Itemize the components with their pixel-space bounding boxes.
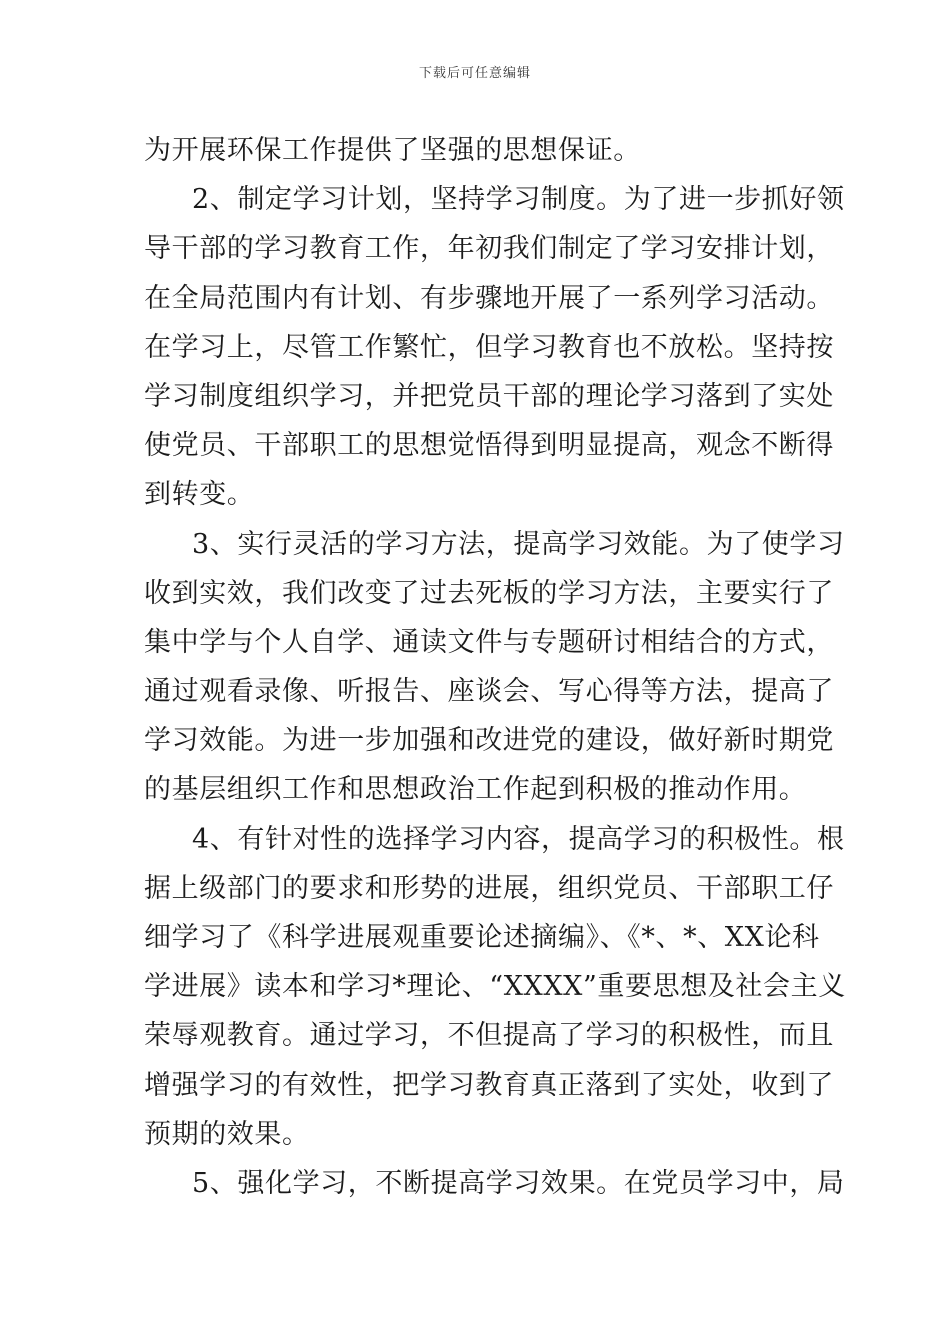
text-line: 学习制度组织学习，并把党员干部的理论学习落到了实处: [144, 380, 834, 412]
paragraph-4: [144, 1159, 845, 1208]
page-header: 下载后可任意编辑: [418, 66, 531, 81]
paragraph-0: [144, 126, 809, 175]
text-line: 增强学习的有效性，把学习教育真正落到了实处，收到了: [144, 1069, 834, 1101]
text-line: 的基层组织工作和思想政治工作起到积极的推动作用。: [144, 774, 807, 806]
text-line: 细学习了《科学进展观重要论述摘编》、《*、*、XX论科: [144, 922, 820, 953]
paragraph-3: [144, 815, 846, 1159]
text-line: 到转变。: [144, 479, 255, 511]
text-line: 4、有针对性的选择学习内容，提高学习的积极性。根: [192, 823, 845, 855]
text-line: 预期的效果。: [144, 1118, 310, 1150]
text-line: 在全局范围内有计划、有步骤地开展了一系列学习活动。: [144, 282, 834, 314]
document-body: [144, 126, 846, 1208]
paragraph-1: [144, 175, 845, 519]
text-line: 在学习上，尽管工作繁忙，但学习教育也不放松。坚持按: [144, 331, 834, 363]
text-line: 5、强化学习，不断提高学习效果。在党员学习中，局: [192, 1167, 845, 1199]
text-line: 为开展环保工作提供了坚强的思想保证。: [144, 135, 641, 166]
text-line: 3、实行灵活的学习方法，提高学习效能。为了使学习: [192, 528, 845, 560]
text-line: 学进展》读本和学习*理论、“XXXX”重要思想及社会主义: [144, 971, 846, 1003]
text-line: 学习效能。为进一步加强和改进党的建设，做好新时期党: [144, 725, 834, 757]
text-line: 导干部的学习教育工作，年初我们制定了学习安排计划，: [144, 233, 834, 265]
text-line: 荣辱观教育。通过学习，不但提高了学习的积极性，而且: [144, 1020, 834, 1052]
text-line: 通过观看录像、听报告、座谈会、写心得等方法，提高了: [144, 676, 834, 708]
text-line: 据上级部门的要求和形势的进展，组织党员、干部职工仔: [144, 872, 834, 904]
paragraph-2: [144, 520, 845, 815]
text-line: 使党员、干部职工的思想觉悟得到明显提高，观念不断得: [144, 430, 834, 462]
text-line: 2、制定学习计划，坚持学习制度。为了进一步抓好领: [192, 184, 845, 216]
text-line: 集中学与个人自学、通读文件与专题研讨相结合的方式，: [144, 626, 834, 658]
text-line: 收到实效，我们改变了过去死板的学习方法，主要实行了: [144, 577, 834, 609]
